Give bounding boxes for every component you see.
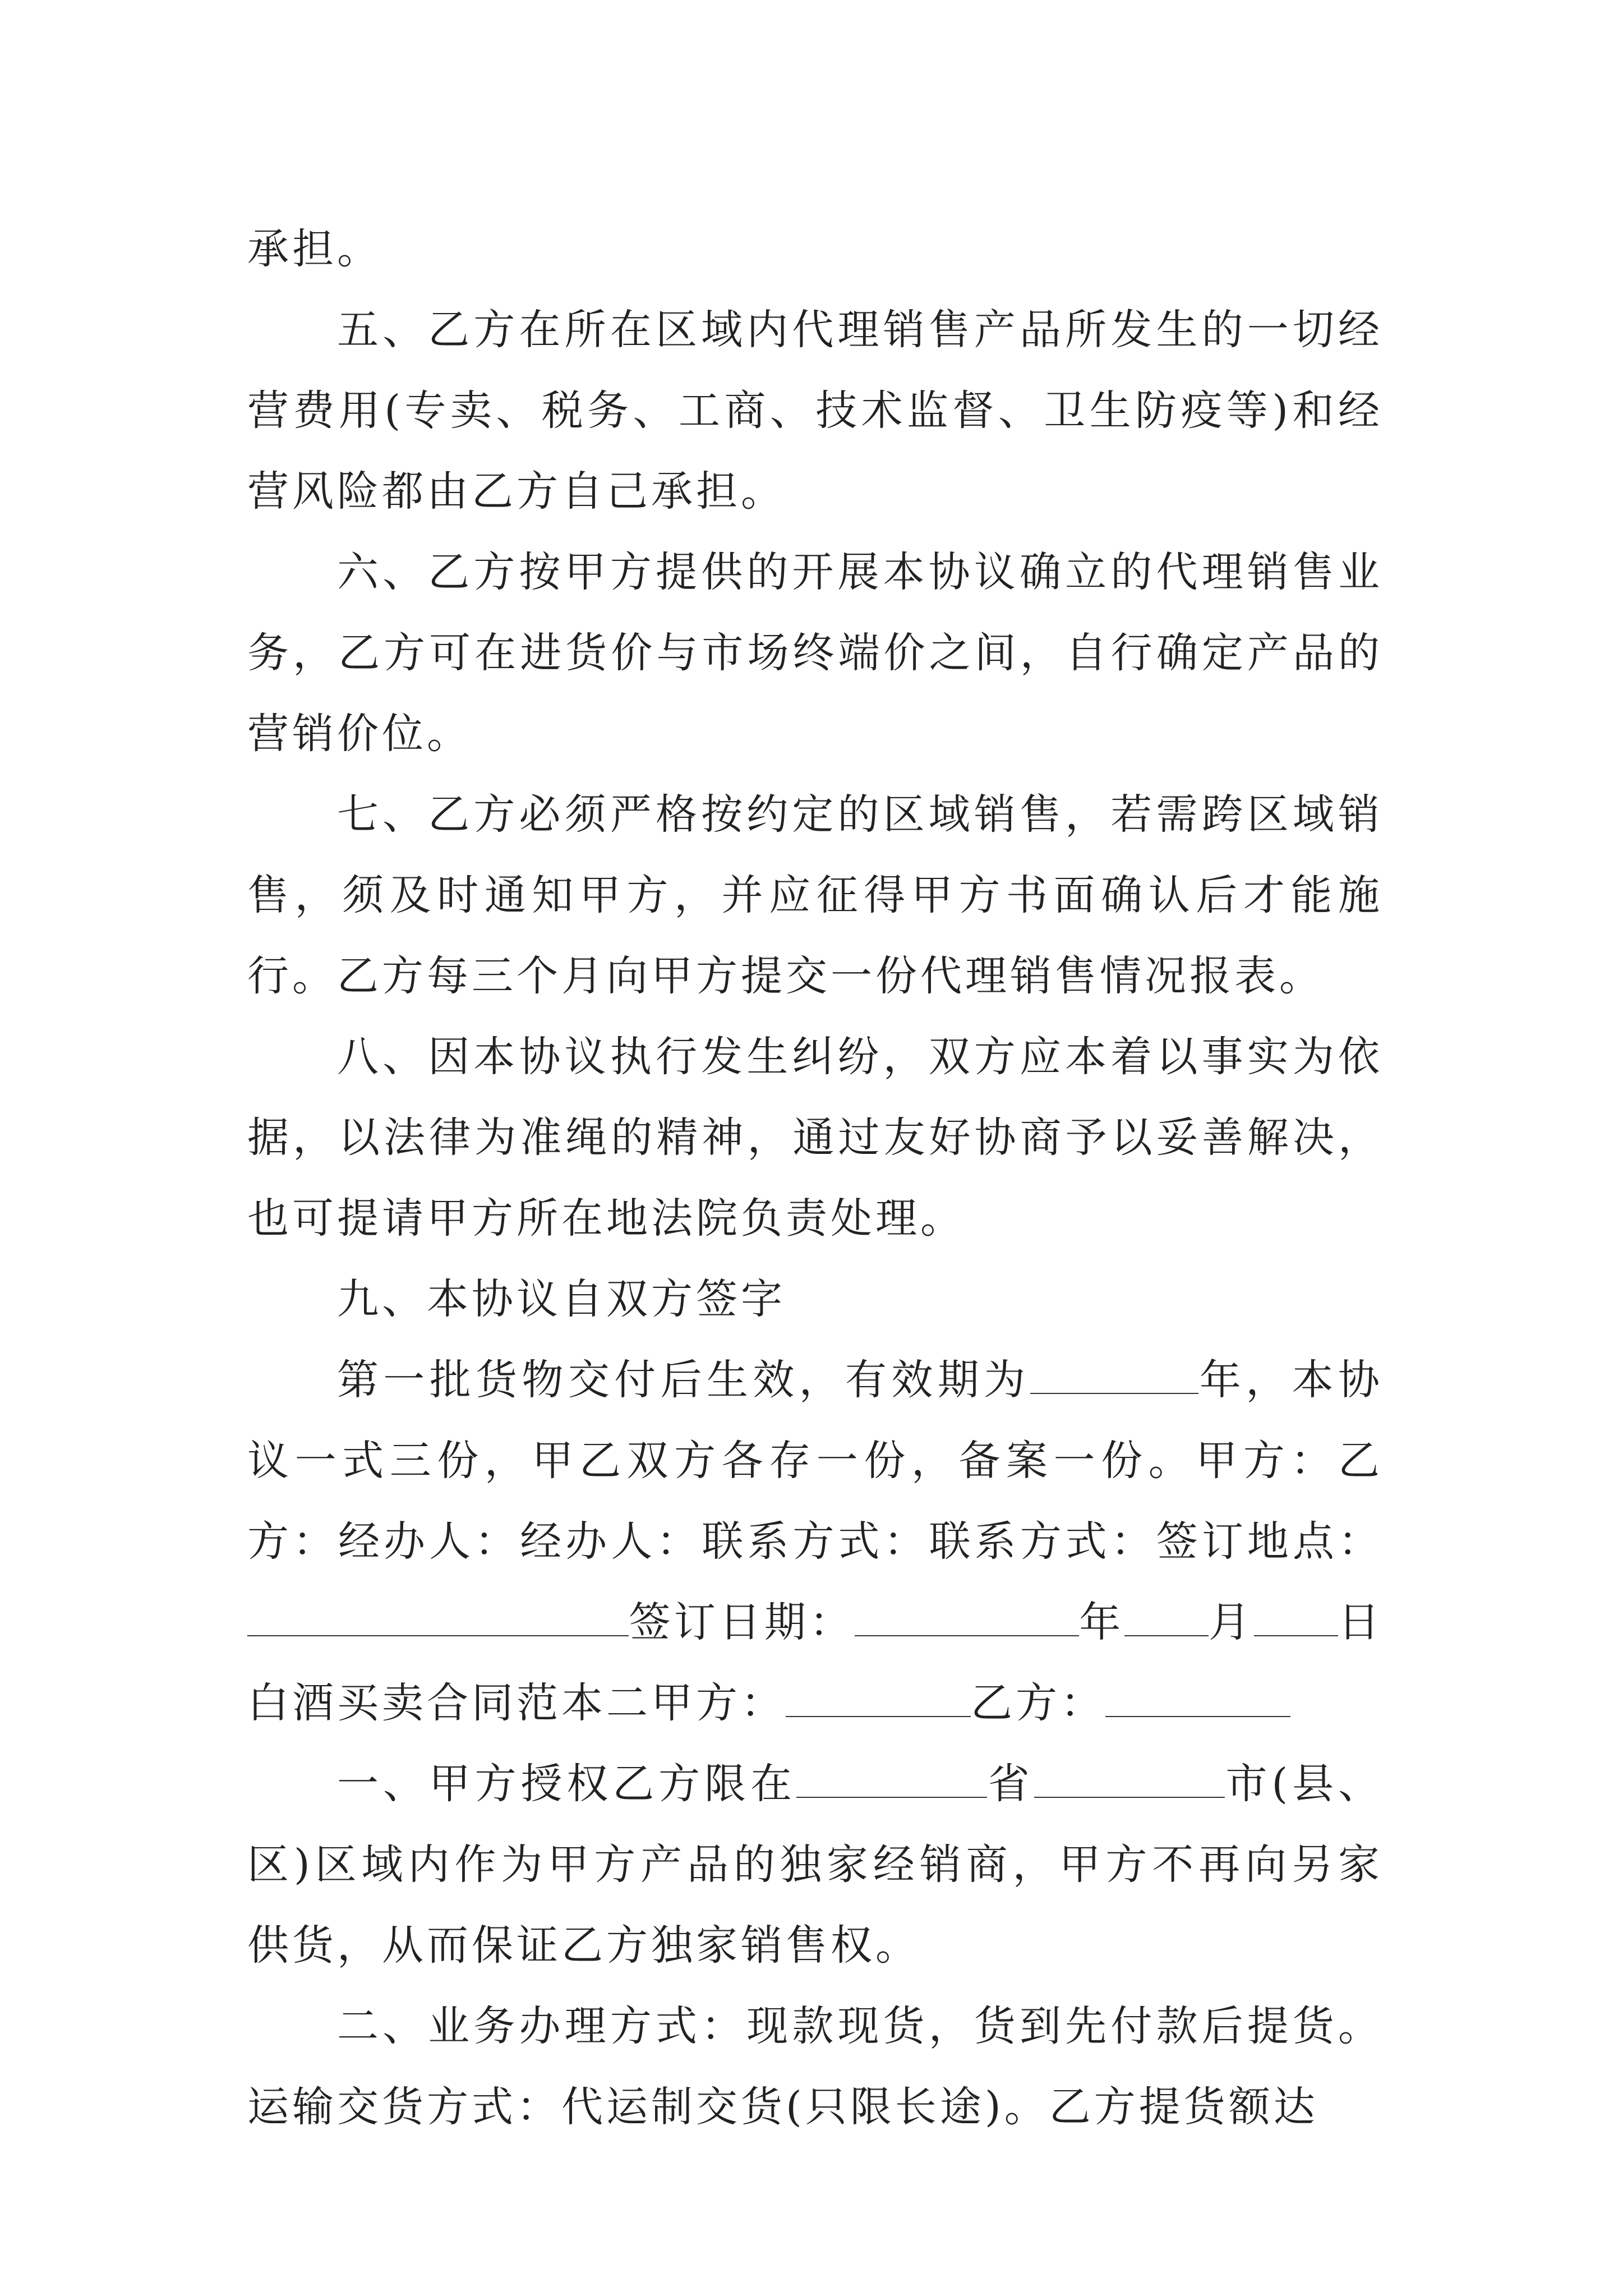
paragraph-continuation: 承担。 bbox=[247, 225, 382, 273]
clause-one-rest: 市(县、区)区域内作为甲方产品的独家经销商，甲方不再向另家供货，从而保证乙方独家销售权。 bbox=[247, 1760, 1383, 1970]
signing-year-blank bbox=[855, 1596, 1079, 1636]
year-label: 年 bbox=[1078, 1598, 1124, 1646]
clause-seven: 七、乙方必须严格按约定的区域销售，若需跨区域销售，须及时通知甲方，并应征得甲方书面确认后才能施行。乙方每三个月向甲方提交一份代理销售情况报表。 bbox=[247, 790, 1383, 1000]
party-a-blank bbox=[786, 1677, 971, 1717]
day-label: 日 bbox=[1338, 1598, 1384, 1646]
month-label: 月 bbox=[1208, 1598, 1254, 1646]
contract-template-title: 白酒买卖合同范本二甲方： bbox=[247, 1679, 786, 1727]
validity-years-blank bbox=[1030, 1354, 1198, 1394]
clause-five: 五、乙方在所在区域内代理销售产品所发生的一切经营费用(专卖、税务、工商、技术监督、卫生防疫等)和经营风险都由乙方自己承担。 bbox=[247, 306, 1383, 516]
clause-two: 二、业务办理方式：现款现货，货到先付款后提货。运输交货方式：代运制交货(只限长途)。乙方提货额达 bbox=[247, 2002, 1383, 2131]
city-blank bbox=[1034, 1757, 1225, 1798]
signing-day-blank bbox=[1254, 1596, 1338, 1636]
province-blank bbox=[796, 1757, 987, 1798]
effective-lead: 第一批货物交付后生效，有效期为 bbox=[337, 1356, 1030, 1404]
effective-year-suffix: 年，本协议一式三份，甲乙双方各存一份，备案一份。甲方：乙方：经办人：经办人：联系方式：联系方式：签订地点： bbox=[247, 1356, 1384, 1566]
party-b-label: 乙方： bbox=[971, 1679, 1105, 1727]
clause-eight: 八、因本协议执行发生纠纷，双方应本着以事实为依据，以法律为准绳的精神，通过友好协商予以妥善解决，也可提请甲方所在地法院负责处理。 bbox=[247, 1033, 1383, 1243]
effective-and-signatures bbox=[247, 1340, 1383, 1743]
party-b-blank bbox=[1105, 1677, 1290, 1717]
signing-month-blank bbox=[1124, 1596, 1209, 1636]
province-label: 省 bbox=[986, 1760, 1034, 1808]
document-body bbox=[247, 209, 1383, 2147]
clause-six: 六、乙方按甲方提供的开展本协议确立的代理销售业务，乙方可在进货价与市场终端价之间，自行确定产品的营销价位。 bbox=[247, 548, 1383, 758]
signing-place-blank bbox=[247, 1596, 629, 1636]
clause-nine: 九、本协议自双方签字 bbox=[337, 1275, 786, 1323]
clause-one-lead: 一、甲方授权乙方限在 bbox=[337, 1760, 796, 1808]
clause-one bbox=[247, 1743, 1383, 1986]
signing-date-label: 签订日期： bbox=[629, 1598, 855, 1646]
